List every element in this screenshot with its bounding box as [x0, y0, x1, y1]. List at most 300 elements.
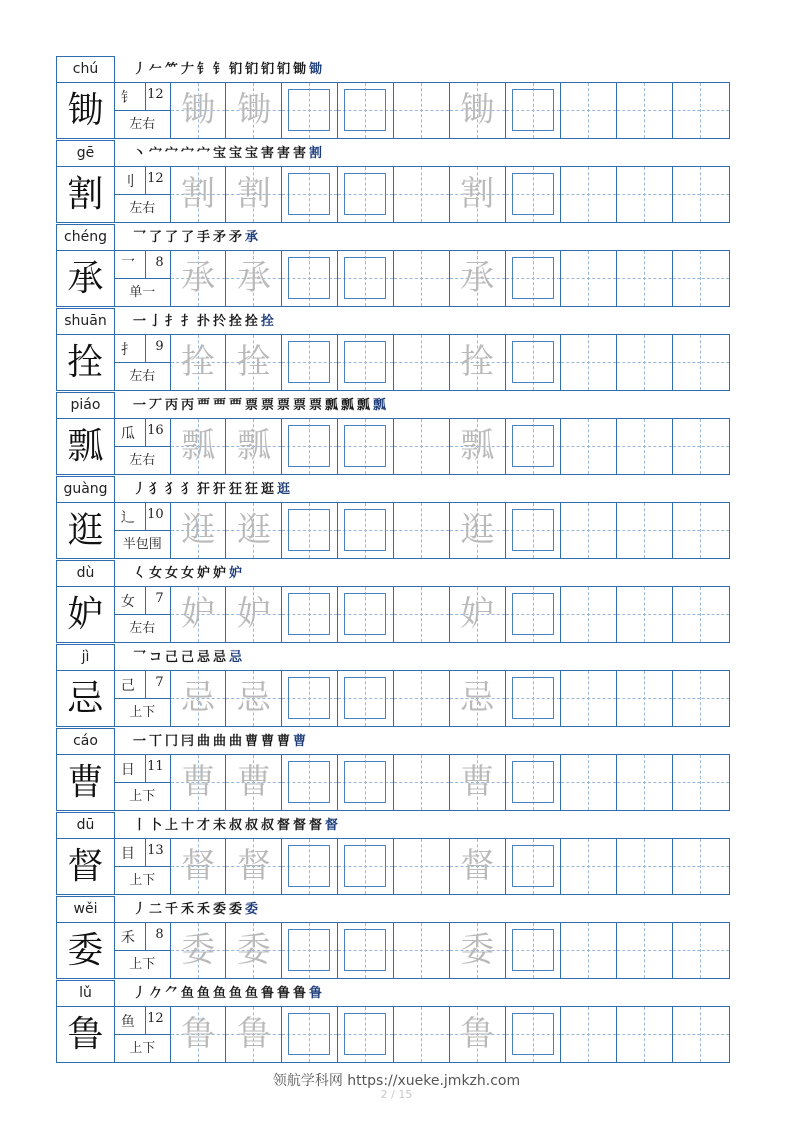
practice-cell[interactable] [561, 503, 617, 558]
practice-cell[interactable] [226, 335, 282, 390]
trace-character: 拴 [236, 342, 271, 382]
practice-cell[interactable] [338, 335, 394, 390]
practice-cell[interactable] [561, 587, 617, 642]
char-block [56, 308, 730, 392]
practice-cell[interactable] [506, 755, 562, 810]
practice-cell[interactable] [338, 419, 394, 474]
stroke-step: 丿 [132, 986, 147, 1001]
practice-cell[interactable] [617, 671, 673, 726]
stroke-step: 亅 [148, 314, 163, 329]
inner-box [288, 929, 330, 971]
model-character: 承 [57, 251, 115, 306]
trace-character: 拴 [460, 342, 495, 382]
practice-cell[interactable] [394, 755, 450, 810]
inner-box [344, 845, 386, 887]
stroke-step: 狂 [228, 482, 243, 497]
inner-box [344, 341, 386, 383]
stroke-step: 犴 [212, 482, 227, 497]
practice-cell[interactable] [282, 251, 338, 306]
inner-box [288, 1013, 330, 1055]
stroke-step: 曲 [212, 734, 227, 749]
stroke-step: 乛 [132, 650, 147, 665]
trace-character: 忌 [460, 678, 495, 718]
char-block [56, 896, 730, 980]
trace-character: 妒 [236, 594, 271, 634]
practice-cell[interactable] [226, 587, 282, 642]
practice-cell[interactable] [226, 167, 282, 222]
stroke-step: 未 [212, 818, 227, 833]
stroke-step: 禾 [196, 902, 211, 917]
practice-cell[interactable] [673, 587, 729, 642]
structure-label: 上下 [129, 789, 156, 804]
practice-cell[interactable] [617, 755, 673, 810]
practice-cell[interactable] [282, 755, 338, 810]
stroke-step: 二 [148, 902, 163, 917]
practice-cell[interactable] [506, 587, 562, 642]
practice-cell[interactable] [673, 755, 729, 810]
stroke-order [132, 984, 324, 1004]
practice-cell[interactable] [673, 503, 729, 558]
pinyin-row [56, 476, 730, 502]
stroke-count: 12 [147, 1011, 164, 1026]
stroke-step: 一 [132, 734, 147, 749]
practice-cell[interactable] [338, 755, 394, 810]
practice-cell[interactable] [450, 167, 506, 222]
stroke-step: 丙 [180, 398, 195, 413]
stroke-step: 手 [196, 230, 211, 245]
practice-cell[interactable] [673, 167, 729, 222]
stroke-step: 犭 [164, 482, 179, 497]
stroke-step: 曲 [196, 734, 211, 749]
practice-cell[interactable] [561, 83, 617, 138]
inner-box [344, 1013, 386, 1055]
stroke-step: 才 [196, 818, 211, 833]
inner-box [344, 509, 386, 551]
char-info [115, 923, 171, 978]
practice-cell[interactable] [506, 839, 562, 894]
stroke-count: 12 [147, 87, 164, 102]
stroke-step: 叔 [228, 818, 243, 833]
practice-cell[interactable] [338, 251, 394, 306]
pinyin-row [56, 896, 730, 922]
stroke-step: 害 [292, 146, 307, 161]
practice-cell[interactable] [394, 251, 450, 306]
stroke-step: 狂 [244, 482, 259, 497]
inner-box [512, 929, 554, 971]
trace-character: 忌 [181, 678, 216, 718]
stroke-step: 钔 [228, 62, 243, 77]
practice-cell[interactable] [450, 923, 506, 978]
practice-cell[interactable] [673, 923, 729, 978]
practice-cell[interactable] [282, 587, 338, 642]
trace-character: 委 [181, 930, 216, 970]
practice-cell[interactable] [394, 335, 450, 390]
stroke-step: ⺮ [164, 62, 179, 77]
stroke-count: 7 [155, 591, 164, 606]
stroke-step: 票 [308, 398, 323, 413]
stroke-step: 票 [244, 398, 259, 413]
practice-cell[interactable] [394, 1007, 450, 1062]
practice-cell[interactable] [673, 419, 729, 474]
writing-grid [56, 838, 730, 895]
practice-cell[interactable] [338, 587, 394, 642]
trace-character: 拴 [181, 342, 216, 382]
stroke-step: 锄 [292, 62, 307, 77]
stroke-step: 禾 [180, 902, 195, 917]
structure-label: 左右 [129, 453, 156, 468]
practice-cell[interactable] [282, 923, 338, 978]
practice-cell[interactable] [450, 419, 506, 474]
pinyin-label: jì [56, 644, 115, 671]
stroke-step: 一 [132, 314, 147, 329]
radical: 钅 [120, 90, 135, 106]
practice-cell[interactable] [561, 419, 617, 474]
practice-cell[interactable] [282, 503, 338, 558]
pinyin-row [56, 56, 730, 82]
model-character: 割 [57, 167, 115, 222]
inner-box [512, 509, 554, 551]
stroke-step: 票 [260, 398, 275, 413]
stroke-step: 宀 [180, 146, 195, 161]
pinyin-row [56, 224, 730, 250]
practice-cell[interactable] [171, 503, 227, 558]
practice-cell[interactable] [226, 503, 282, 558]
stroke-step: 宝 [228, 146, 243, 161]
stroke-step: 卜 [148, 818, 163, 833]
stroke-step: 丨 [132, 818, 147, 833]
practice-cell[interactable] [338, 503, 394, 558]
practice-cell[interactable] [171, 587, 227, 642]
practice-cell[interactable] [338, 167, 394, 222]
writing-grid [56, 82, 730, 139]
stroke-step: 拴 [228, 314, 243, 329]
inner-box [512, 257, 554, 299]
trace-character: 委 [236, 930, 271, 970]
trace-character: 逛 [460, 510, 495, 550]
inner-box [512, 89, 554, 131]
stroke-step: 宀 [164, 146, 179, 161]
practice-cell[interactable] [673, 1007, 729, 1062]
model-character: 拴 [57, 335, 115, 390]
stroke-step: 委 [212, 902, 227, 917]
practice-cell[interactable] [506, 83, 562, 138]
pinyin-label: chéng [56, 224, 115, 251]
practice-cell[interactable] [171, 251, 227, 306]
writing-grid [56, 334, 730, 391]
inner-box [344, 425, 386, 467]
trace-character: 割 [460, 174, 495, 214]
structure-label: 半包围 [122, 537, 162, 552]
stroke-step: 妒 [228, 566, 243, 581]
inner-box [512, 593, 554, 635]
practice-cell[interactable] [338, 1007, 394, 1062]
inner-box [288, 761, 330, 803]
practice-cell[interactable] [617, 83, 673, 138]
practice-cell[interactable] [450, 503, 506, 558]
practice-cell[interactable] [282, 671, 338, 726]
structure-label: 左右 [129, 117, 156, 132]
practice-cell[interactable] [171, 923, 227, 978]
stroke-order [132, 60, 324, 80]
practice-cell[interactable] [673, 839, 729, 894]
model-character: 逛 [57, 503, 115, 558]
stroke-step: 女 [148, 566, 163, 581]
trace-character: 承 [181, 258, 216, 298]
practice-cell[interactable] [673, 335, 729, 390]
trace-character: 曹 [236, 762, 271, 802]
writing-grid [56, 754, 730, 811]
stroke-step: 丆 [148, 398, 163, 413]
practice-cell[interactable] [171, 1007, 227, 1062]
char-info [115, 839, 171, 894]
practice-cell[interactable] [226, 755, 282, 810]
practice-cell[interactable] [450, 671, 506, 726]
practice-cell[interactable] [226, 419, 282, 474]
practice-cell[interactable] [226, 839, 282, 894]
practice-cell[interactable] [394, 83, 450, 138]
radical: 鱼 [120, 1014, 135, 1030]
radical: 日 [120, 762, 135, 778]
practice-cell[interactable] [617, 839, 673, 894]
practice-cell[interactable] [171, 839, 227, 894]
practice-cell[interactable] [282, 839, 338, 894]
inner-box [288, 257, 330, 299]
inner-box [344, 173, 386, 215]
stroke-step: 女 [164, 566, 179, 581]
practice-cell[interactable] [506, 671, 562, 726]
radical: 扌 [120, 342, 135, 358]
structure-label: 上下 [129, 1041, 156, 1056]
inner-box [344, 593, 386, 635]
radical: 禾 [120, 930, 135, 946]
practice-cell[interactable] [561, 923, 617, 978]
stroke-step: 钔 [276, 62, 291, 77]
practice-cell[interactable] [171, 419, 227, 474]
practice-cell[interactable] [171, 83, 227, 138]
trace-character: 割 [236, 174, 271, 214]
stroke-step: 犭 [180, 482, 195, 497]
inner-box [344, 761, 386, 803]
practice-cell[interactable] [226, 923, 282, 978]
stroke-step: 十 [180, 818, 195, 833]
stroke-step: 瓢 [356, 398, 371, 413]
practice-cell[interactable] [171, 755, 227, 810]
practice-cell[interactable] [171, 671, 227, 726]
stroke-step: 逛 [260, 482, 275, 497]
stroke-step: 忌 [212, 650, 227, 665]
stroke-count: 11 [147, 759, 164, 774]
practice-cell[interactable] [338, 83, 394, 138]
practice-cell[interactable] [338, 923, 394, 978]
stroke-step: 妒 [196, 566, 211, 581]
inner-box [512, 761, 554, 803]
practice-cell[interactable] [617, 335, 673, 390]
practice-cell[interactable] [394, 671, 450, 726]
practice-cell[interactable] [450, 83, 506, 138]
practice-cell[interactable] [450, 755, 506, 810]
pinyin-row [56, 728, 730, 754]
trace-character: 委 [460, 930, 495, 970]
structure-label: 左右 [129, 201, 156, 216]
stroke-step: 害 [276, 146, 291, 161]
practice-cell[interactable] [561, 671, 617, 726]
stroke-step: 忌 [196, 650, 211, 665]
practice-cell[interactable] [226, 671, 282, 726]
stroke-step: 害 [260, 146, 275, 161]
writing-grid [56, 418, 730, 475]
practice-cell[interactable] [338, 839, 394, 894]
pinyin-label: piáo [56, 392, 115, 419]
stroke-count: 12 [147, 171, 164, 186]
stroke-step: 叔 [244, 818, 259, 833]
inner-box [344, 929, 386, 971]
practice-cell[interactable] [450, 335, 506, 390]
practice-cell[interactable] [394, 587, 450, 642]
practice-cell[interactable] [617, 587, 673, 642]
practice-cell[interactable] [282, 419, 338, 474]
practice-cell[interactable] [394, 923, 450, 978]
practice-cell[interactable] [394, 419, 450, 474]
practice-cell[interactable] [617, 1007, 673, 1062]
writing-grid [56, 670, 730, 727]
practice-cell[interactable] [561, 1007, 617, 1062]
trace-character: 锄 [460, 90, 495, 130]
model-character: 委 [57, 923, 115, 978]
stroke-step: 女 [180, 566, 195, 581]
practice-cell[interactable] [561, 335, 617, 390]
trace-character: 锄 [236, 90, 271, 130]
inner-box [512, 173, 554, 215]
inner-box [288, 677, 330, 719]
stroke-step: 曹 [260, 734, 275, 749]
trace-character: 瓢 [236, 426, 271, 466]
practice-cell[interactable] [226, 1007, 282, 1062]
practice-cell[interactable] [617, 251, 673, 306]
stroke-step: 票 [276, 398, 291, 413]
practice-cell[interactable] [673, 671, 729, 726]
practice-cell[interactable] [171, 335, 227, 390]
stroke-order [132, 396, 388, 416]
practice-cell[interactable] [282, 335, 338, 390]
pinyin-row [56, 308, 730, 334]
inner-box [288, 425, 330, 467]
stroke-step: 丶 [132, 146, 147, 161]
char-block [56, 56, 730, 140]
practice-cell[interactable] [561, 167, 617, 222]
stroke-step: 鲁 [260, 986, 275, 1001]
stroke-step: コ [148, 650, 163, 665]
trace-character: 瓢 [181, 426, 216, 466]
practice-cell[interactable] [617, 923, 673, 978]
stroke-step: 丿 [132, 902, 147, 917]
trace-character: 承 [460, 258, 495, 298]
practice-cell[interactable] [450, 1007, 506, 1062]
practice-cell[interactable] [226, 83, 282, 138]
stroke-step: 委 [228, 902, 243, 917]
stroke-count: 9 [155, 339, 164, 354]
stroke-step: 上 [164, 818, 179, 833]
char-block [56, 224, 730, 308]
stroke-step: 𠂇 [180, 62, 195, 77]
model-character: 曹 [57, 755, 115, 810]
practice-cell[interactable] [282, 83, 338, 138]
stroke-step: 矛 [228, 230, 243, 245]
char-info [115, 1007, 171, 1062]
pinyin-row [56, 812, 730, 838]
practice-cell[interactable] [561, 755, 617, 810]
practice-cell[interactable] [394, 503, 450, 558]
practice-cell[interactable] [506, 1007, 562, 1062]
stroke-step: 覀 [196, 398, 211, 413]
stroke-step: 鱼 [244, 986, 259, 1001]
practice-cell[interactable] [506, 923, 562, 978]
practice-cell[interactable] [226, 251, 282, 306]
inner-box [288, 89, 330, 131]
stroke-order [132, 480, 292, 500]
writing-grid [56, 586, 730, 643]
stroke-step: 𠂉 [148, 62, 163, 77]
stroke-step: 鱼 [212, 986, 227, 1001]
stroke-step: 督 [292, 818, 307, 833]
stroke-step: 犴 [196, 482, 211, 497]
practice-cell[interactable] [282, 167, 338, 222]
inner-box [344, 89, 386, 131]
inner-box [512, 341, 554, 383]
pinyin-label: dù [56, 560, 115, 587]
model-character: 鲁 [57, 1007, 115, 1062]
practice-cell[interactable] [506, 335, 562, 390]
stroke-step: 钅 [212, 62, 227, 77]
stroke-step: 瓢 [324, 398, 339, 413]
radical: 乛 [120, 258, 135, 274]
writing-grid [56, 922, 730, 979]
stroke-step: 覀 [228, 398, 243, 413]
structure-label: 上下 [129, 705, 156, 720]
stroke-order [132, 228, 260, 248]
practice-cell[interactable] [673, 83, 729, 138]
trace-character: 忌 [236, 678, 271, 718]
practice-cell[interactable] [617, 503, 673, 558]
practice-cell[interactable] [506, 251, 562, 306]
stroke-step: 扑 [196, 314, 211, 329]
practice-cell[interactable] [617, 167, 673, 222]
practice-cell[interactable] [450, 839, 506, 894]
practice-cell[interactable] [171, 167, 227, 222]
stroke-step: 忌 [228, 650, 243, 665]
practice-cell[interactable] [673, 251, 729, 306]
stroke-step: 己 [164, 650, 179, 665]
stroke-step: 鱼 [228, 986, 243, 1001]
radical: 瓜 [120, 426, 135, 442]
practice-cell[interactable] [506, 503, 562, 558]
practice-cell[interactable] [394, 167, 450, 222]
practice-cell[interactable] [282, 1007, 338, 1062]
practice-cell[interactable] [617, 419, 673, 474]
practice-cell[interactable] [506, 419, 562, 474]
practice-cell[interactable] [506, 167, 562, 222]
practice-cell[interactable] [450, 251, 506, 306]
stroke-order [132, 312, 276, 332]
inner-box [512, 1013, 554, 1055]
practice-cell[interactable] [561, 839, 617, 894]
practice-cell[interactable] [561, 251, 617, 306]
practice-cell[interactable] [450, 587, 506, 642]
radical: 己 [120, 678, 135, 694]
practice-cell[interactable] [338, 671, 394, 726]
stroke-step: 𠂊 [148, 986, 163, 1001]
trace-character: 逛 [236, 510, 271, 550]
practice-cell[interactable] [394, 839, 450, 894]
